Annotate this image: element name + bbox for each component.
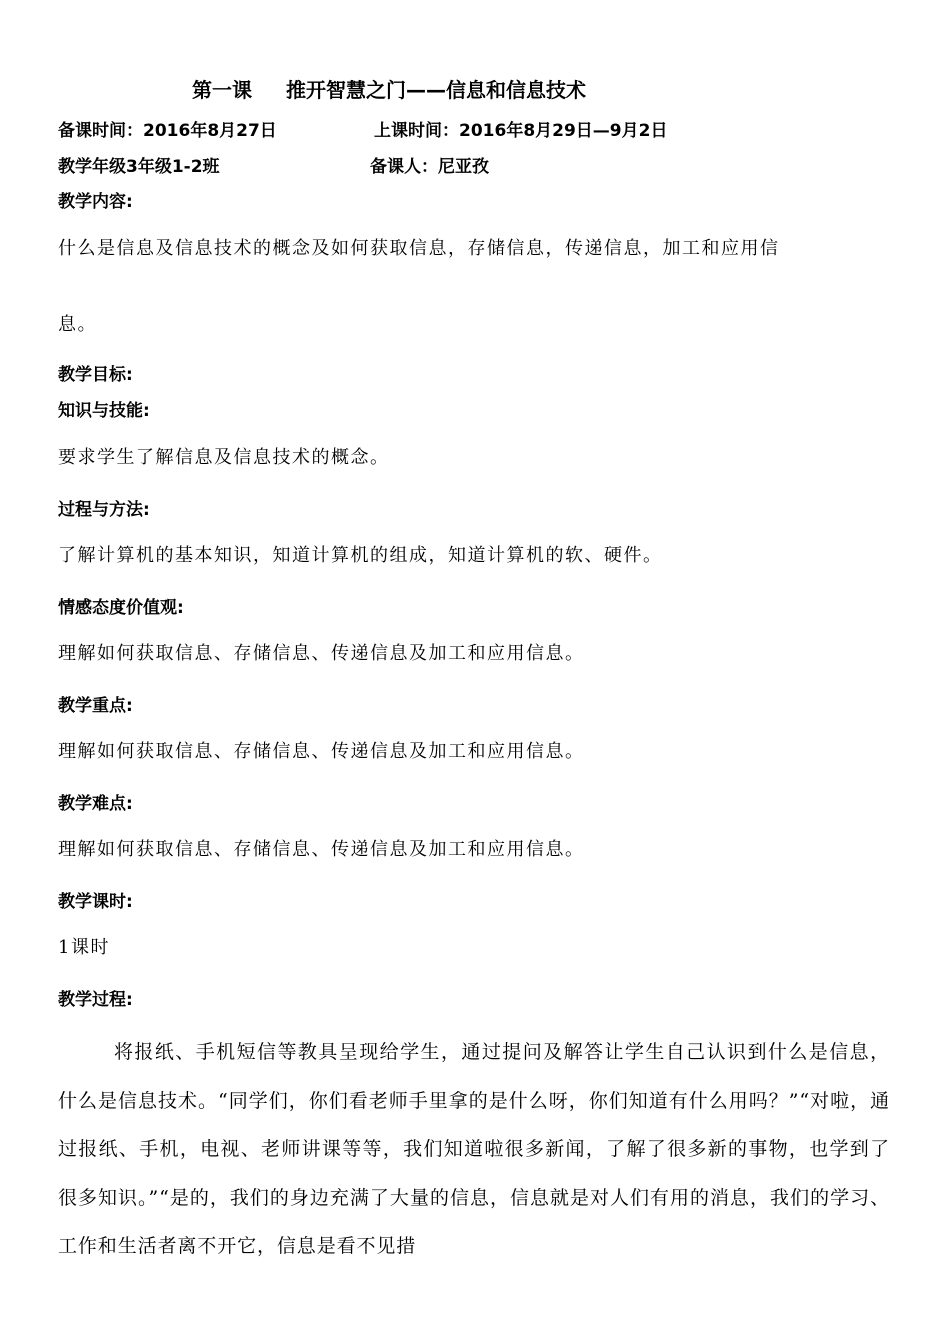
emotion-text: 理解如何获取信息、存储信息、传递信息及加工和应用信息。	[58, 643, 585, 664]
difficult-points-label: 教学难点:	[58, 794, 133, 814]
prep-time: 备课时间：2016年8月27日	[58, 121, 277, 141]
process-label: 过程与方法:	[58, 500, 150, 520]
grade-info: 教学年级3年级1-2班	[58, 157, 220, 177]
lesson-number: 第一课	[192, 78, 252, 102]
class-time: 上课时间：2016年8月29日—9月2日	[374, 121, 668, 141]
content-text-line1: 什么是信息及信息技术的概念及如何获取信息，存储信息，传递信息，加工和应用信	[58, 238, 780, 259]
procedure-label: 教学过程:	[58, 990, 133, 1010]
lesson-title	[192, 74, 586, 103]
process-text: 了解计算机的基本知识，知道计算机的组成，知道计算机的软、硬件。	[58, 545, 663, 566]
difficult-points-text: 理解如何获取信息、存储信息、传递信息及加工和应用信息。	[58, 839, 585, 860]
knowledge-text: 要求学生了解信息及信息技术的概念。	[58, 447, 390, 468]
teacher-info: 备课人：尼亚孜	[370, 157, 489, 177]
class-hours-text: 1课时	[58, 937, 110, 958]
goals-label: 教学目标:	[58, 365, 133, 385]
key-points-label: 教学重点:	[58, 696, 133, 716]
lesson-topic: 推开智慧之门——信息和信息技术	[286, 78, 586, 102]
emotion-label: 情感态度价值观:	[58, 598, 184, 618]
content-text-line2: 息。	[58, 314, 97, 335]
key-points-text: 理解如何获取信息、存储信息、传递信息及加工和应用信息。	[58, 741, 585, 762]
knowledge-label: 知识与技能:	[58, 401, 150, 421]
procedure-paragraph: 将报纸、手机短信等教具呈现给学生，通过提问及解答让学生自己认识到什么是信息，什么是信息技术。“同学们，你们看老师手里拿的是什么呀，你们知道有什么用吗？”“对啦，通过报纸、手机，电视、老师讲课等等，我们知道啦很多新闻，了解了很多新的事物，也学到了很多知识。”“是的，我们的身边充满了大量的信息，信息就是对人们有用的消息，我们的学习、工作和生活者离不开它，信息是看不见措	[58, 1041, 890, 1258]
class-hours-label: 教学课时:	[58, 892, 133, 912]
content-label: 教学内容:	[58, 192, 133, 212]
